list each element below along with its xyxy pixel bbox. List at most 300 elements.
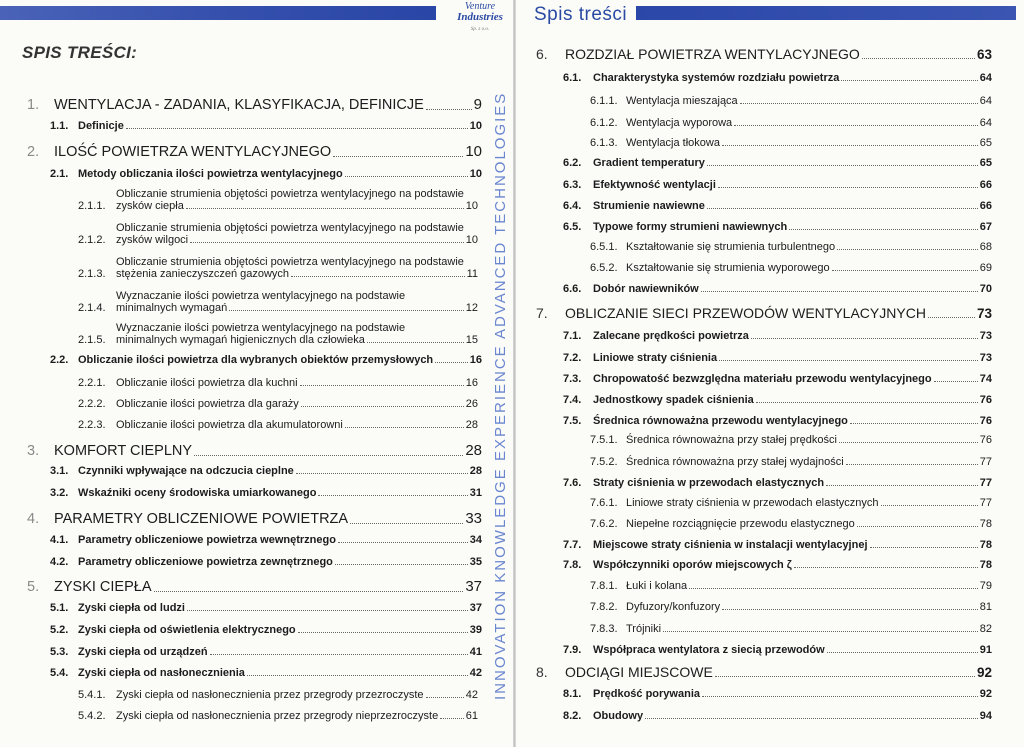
toc-entry-title: Obliczanie ilości powietrza dla akumulatorowni	[116, 419, 343, 431]
toc-entry-number: 2.1.1.	[78, 200, 106, 212]
toc-entry[interactable]	[78, 710, 478, 722]
toc-entry-title: Niepełne rozciągnięcie przewodu elastycznego	[626, 518, 855, 530]
toc-entry-title: Zyski ciepła od nasłonecznienia przez przegrody przezroczyste	[116, 689, 424, 701]
toc-entry-title-continued: zysków wilgoci	[116, 234, 189, 246]
toc-entry-page: 81	[979, 601, 992, 613]
toc-entry-leader	[247, 675, 468, 676]
toc-entry-leader	[663, 631, 978, 632]
toc-entry[interactable]	[27, 96, 482, 113]
toc-entry[interactable]	[536, 305, 992, 321]
toc-entry-number: 5.4.2.	[78, 710, 106, 722]
toc-entry-title: Straty ciśnienia w przewodach elastycznych	[593, 477, 825, 489]
toc-entry-leader	[345, 427, 464, 428]
toc-entry-leader	[722, 145, 978, 146]
toc-entry-leader	[715, 676, 975, 677]
toc-entry-number: 7.3.	[563, 373, 582, 385]
toc-entry-number: 4.2.	[50, 556, 69, 568]
toc-entry-title: Chropowatość bezwzględna materiału przewodu wentylacyjnego	[593, 373, 932, 385]
toc-entry-page: 37	[465, 578, 482, 595]
toc-entry[interactable]	[78, 290, 478, 314]
toc-entry[interactable]	[50, 602, 482, 614]
toc-entry[interactable]	[50, 120, 482, 132]
toc-entry-page: 16	[469, 354, 482, 366]
toc-entry-number: 6.5.	[563, 221, 582, 233]
toc-entry[interactable]	[563, 415, 992, 427]
toc-entry-leader	[701, 291, 978, 292]
toc-entry[interactable]	[78, 256, 478, 280]
logo-line-1: Venture	[464, 1, 496, 12]
toc-entry-title: Zyski ciepła od ludzi	[78, 602, 185, 614]
toc-entry-page: 10	[465, 143, 482, 160]
toc-entry-leader	[435, 362, 468, 363]
toc-entry-title: Typowe formy strumieni nawiewnych	[593, 221, 788, 233]
toc-entry-page: 77	[979, 456, 992, 468]
toc-entry-number: 3.	[27, 443, 40, 459]
toc-entry-page: 64	[979, 95, 992, 107]
toc-entry-page: 15	[465, 334, 478, 346]
toc-entry-page: 41	[469, 646, 482, 658]
toc-entry-page: 78	[979, 539, 992, 551]
toc-entry-title: Współczynniki oporów miejscowych ζ	[593, 559, 792, 571]
toc-entry-leader	[756, 402, 978, 403]
toc-entry-leader	[881, 505, 978, 506]
toc-entry-title: Gradient temperatury	[593, 157, 705, 169]
toc-entry-leader	[722, 609, 978, 610]
toc-entry-number: 1.	[27, 97, 40, 113]
toc-entry-leader	[740, 103, 978, 104]
toc-entry[interactable]	[50, 534, 482, 546]
toc-entry-leader	[298, 632, 468, 633]
toc-entry-title: WENTYLACJA - ZADANIA, KLASYFIKACJA, DEFINICJE	[54, 97, 424, 113]
toc-entry[interactable]	[563, 644, 992, 656]
toc-entry-title: Średnica równoważna przy stałej prędkości	[626, 434, 837, 446]
toc-entry-page: 79	[979, 580, 992, 592]
toc-entry[interactable]	[50, 556, 482, 568]
toc-entry-title: Obliczanie strumienia objętości powietrza wentylacyjnego na podstawie	[116, 256, 464, 268]
toc-entry-number: 7.9.	[563, 644, 582, 656]
toc-entry[interactable]	[50, 646, 482, 658]
toc-entry-title: Liniowe straty ciśnienia	[593, 352, 718, 364]
toc-entry[interactable]	[590, 623, 992, 635]
toc-entry-number: 7.7.	[563, 539, 582, 551]
toc-entry-page: 78	[979, 559, 992, 571]
toc-entry[interactable]	[78, 377, 478, 389]
toc-entry-title: Zyski ciepła od nasłonecznienia	[78, 667, 245, 679]
toc-entry-page: 28	[469, 465, 482, 477]
toc-entry-title: Obliczanie strumienia objętości powietrza wentylacyjnego na podstawie	[116, 188, 464, 200]
toc-entry-number: 2.2.3.	[78, 419, 106, 431]
toc-entry-title: ODCIĄGI MIEJSCOWE	[565, 664, 713, 680]
toc-entry-leader	[719, 360, 978, 361]
toc-entry-title: Parametry obliczeniowe powietrza zewnętrznego	[78, 556, 333, 568]
toc-entry-number: 7.8.1.	[590, 580, 618, 592]
toc-entry-leader	[827, 652, 978, 653]
toc-entry-leader	[194, 455, 463, 456]
toc-entry-number: 3.2.	[50, 487, 69, 499]
toc-entry-number: 6.2.	[563, 157, 582, 169]
toc-entry-page: 82	[979, 623, 992, 635]
toc-entry[interactable]	[536, 664, 992, 680]
toc-entry-leader	[839, 442, 978, 443]
toc-entry-title: Zyski ciepła od nasłonecznienia przez przegrody nieprzezroczyste	[116, 710, 439, 722]
toc-entry[interactable]	[590, 456, 992, 468]
toc-entry-number: 4.	[27, 511, 40, 527]
toc-entry[interactable]	[50, 667, 482, 679]
toc-entry-number: 6.1.	[563, 72, 582, 84]
toc-entry-number: 5.1.	[50, 602, 69, 614]
toc-entry[interactable]	[590, 262, 992, 274]
toc-entry-page: 33	[465, 510, 482, 527]
toc-entry-leader	[645, 718, 978, 719]
toc-entry[interactable]	[563, 352, 992, 364]
toc-entry-page: 76	[979, 415, 992, 427]
toc-entry-title: Kształtowanie się strumienia wyporowego	[626, 262, 830, 274]
toc-entry-page: 26	[465, 398, 478, 410]
toc-entry-page: 35	[469, 556, 482, 568]
toc-entry-title: Parametry obliczeniowe powietrza wewnętrznego	[78, 534, 336, 546]
toc-entry[interactable]	[536, 46, 992, 62]
toc-entry-title: Trójniki	[626, 623, 662, 635]
toc-entry[interactable]	[78, 689, 478, 701]
toc-entry-leader	[333, 156, 463, 157]
toc-entry-page: 10	[465, 200, 478, 212]
toc-entry-page: 42	[465, 689, 478, 701]
toc-entry-page: 94	[979, 710, 992, 722]
toc-entry-page: 10	[469, 168, 482, 180]
toc-entry[interactable]	[563, 283, 992, 295]
toc-entry-title: Obliczanie ilości powietrza dla kuchni	[116, 377, 298, 389]
toc-entry[interactable]	[50, 624, 482, 636]
toc-entry-title: Zyski ciepła od oświetlenia elektrycznego	[78, 624, 296, 636]
toc-entry-leader	[862, 58, 975, 59]
toc-entry-leader	[702, 696, 978, 697]
toc-entry[interactable]	[27, 143, 482, 160]
toc-entry-page: 67	[979, 221, 992, 233]
toc-entry-title: Łuki i kolana	[626, 580, 688, 592]
toc-entry-number: 5.4.	[50, 667, 69, 679]
toc-entry[interactable]	[50, 465, 482, 477]
toc-entry-leader	[841, 80, 977, 81]
toc-entry-page: 64	[979, 72, 992, 84]
toc-entry-leader	[832, 270, 978, 271]
toc-entry-page: 92	[979, 688, 992, 700]
toc-entry-page: 16	[465, 377, 478, 389]
toc-entry-number: 7.5.2.	[590, 456, 618, 468]
toc-entry-number: 2.1.4.	[78, 302, 106, 314]
toc-entry-title: Współpraca wentylatora z siecią przewodów	[593, 644, 825, 656]
toc-entry-title: Średnica równoważna przy stałej wydajności	[626, 456, 844, 468]
toc-entry-title: Wentylacja wyporowa	[626, 117, 733, 129]
toc-entry-number: 5.4.1.	[78, 689, 106, 701]
toc-entry-title: Zalecane prędkości powietrza	[593, 330, 749, 342]
toc-entry-leader	[126, 128, 468, 129]
toc-entry-number: 6.6.	[563, 283, 582, 295]
toc-entry-leader	[338, 542, 468, 543]
toc-entry-leader	[300, 385, 464, 386]
toc-entry-leader	[837, 249, 978, 250]
toc-entry[interactable]	[78, 188, 478, 212]
toc-entry-page: 11	[466, 268, 478, 280]
toc-entry-number: 2.1.3.	[78, 268, 106, 280]
toc-entry-number: 2.2.	[50, 354, 69, 366]
logo-line-3: Sp. z o.o.	[470, 27, 490, 32]
toc-entry-title: PARAMETRY OBLICZENIOWE POWIETRZA	[54, 511, 349, 527]
toc-entry-title: ILOŚĆ POWIETRZA WENTYLACYJNEGO	[54, 144, 332, 160]
toc-entry-title: Zyski ciepła od urządzeń	[78, 646, 208, 658]
toc-entry-leader	[350, 523, 463, 524]
toc-entry[interactable]	[590, 241, 992, 253]
toc-entry-leader	[928, 317, 975, 318]
toc-entry[interactable]	[590, 601, 992, 613]
toc-entry-number: 6.1.2.	[590, 117, 618, 129]
toc-entry-leader	[789, 229, 978, 230]
toc-entry-number: 4.1.	[50, 534, 69, 546]
toc-entry-title-continued: minimalnych wymagań higienicznych dla człowieka	[116, 334, 365, 346]
toc-entry-leader	[190, 242, 464, 243]
toc-entry-number: 2.2.2.	[78, 398, 106, 410]
toc-entry-page: 63	[976, 47, 992, 62]
toc-entry-number: 2.2.1.	[78, 377, 106, 389]
toc-entry-number: 7.6.1.	[590, 497, 618, 509]
toc-entry-number: 7.8.2.	[590, 601, 618, 613]
toc-entry-page: 65	[979, 137, 992, 149]
toc-entry-title: Charakterystyka systemów rozdziału powietrza	[593, 72, 840, 84]
logo-line-2: Industries	[457, 11, 503, 23]
toc-entry[interactable]	[563, 157, 992, 169]
toc-entry-page: 31	[469, 487, 482, 499]
toc-entry[interactable]	[27, 510, 482, 527]
toc-entry-leader	[718, 187, 978, 188]
toc-entry-leader	[367, 342, 464, 343]
toc-entry-title: Dyfuzory/konfuzory	[626, 601, 721, 613]
toc-entry-title: OBLICZANIE SIECI PRZEWODÓW WENTYLACYJNYCH	[565, 305, 926, 321]
toc-entry-page: 77	[979, 497, 992, 509]
toc-entry-page: 39	[469, 624, 482, 636]
toc-entry-leader	[426, 109, 472, 110]
toc-entry-number: 6.4.	[563, 200, 582, 212]
toc-entry-leader	[296, 473, 468, 474]
toc-entry-number: 7.4.	[563, 394, 582, 406]
toc-entry[interactable]	[590, 137, 992, 149]
toc-entry-title: Kształtowanie się strumienia turbulentnego	[626, 241, 836, 253]
toc-entry-page: 37	[469, 602, 482, 614]
toc-entry-title: Miejscowe straty ciśnienia w instalacji wentylacyjnej	[593, 539, 868, 551]
toc-entry-title: Metody obliczania ilości powietrza wentylacyjnego	[78, 168, 343, 180]
toc-entry-page: 74	[979, 373, 992, 385]
toc-entry-page: 28	[465, 419, 478, 431]
toc-entry-number: 7.	[536, 305, 548, 321]
toc-entry-page: 10	[469, 120, 482, 132]
toc-entry[interactable]	[78, 322, 478, 346]
toc-entry-title: KOMFORT CIEPLNY	[54, 443, 193, 459]
toc-entry-title: Prędkość porywania	[593, 688, 700, 700]
toc-entry[interactable]	[590, 518, 992, 530]
toc-entry[interactable]	[563, 72, 992, 84]
toc-entry-title-continued: zysków ciepła	[116, 200, 184, 212]
toc-entry[interactable]	[50, 487, 482, 499]
toc-entry-page: 76	[979, 394, 992, 406]
toc-entry-title: Obudowy	[593, 710, 644, 722]
toc-entry-leader	[440, 718, 464, 719]
toc-entry-page: 70	[979, 283, 992, 295]
toc-entry-leader	[229, 310, 463, 311]
page-heading: SPIS TREŚCI:	[22, 43, 138, 62]
toc-entry[interactable]	[563, 330, 992, 342]
toc-entry-number: 7.8.3.	[590, 623, 618, 635]
toc-entry-number: 2.1.2.	[78, 234, 106, 246]
toc-entry-leader	[826, 485, 978, 486]
toc-entry-number: 7.1.	[563, 330, 582, 342]
header-title: Spis treści	[534, 4, 628, 25]
toc-entry-title: Jednostkowy spadek ciśnienia	[593, 394, 754, 406]
toc-entry-title: Czynniki wpływające na odczucia cieplne	[78, 465, 294, 477]
vertical-slogan: INNOVATION KNOWLEDGE EXPERIENCE ADVANCED TECHNOLOGIES	[492, 91, 509, 700]
toc-entry-number: 7.6.	[563, 477, 582, 489]
toc-entry[interactable]	[50, 354, 482, 366]
toc-entry-page: 78	[979, 518, 992, 530]
toc-entry-title: Średnica równoważna przewodu wentylacyjnego	[593, 415, 848, 427]
toc-entry[interactable]	[78, 419, 478, 431]
toc-entry[interactable]	[563, 394, 992, 406]
toc-entry-leader	[857, 526, 978, 527]
toc-entry-number: 6.5.2.	[590, 262, 618, 274]
toc-entry-leader	[426, 697, 464, 698]
toc-entry-page: 9	[473, 96, 482, 113]
toc-entry-leader	[186, 208, 464, 209]
toc-entry-page: 10	[465, 234, 478, 246]
toc-entry-leader	[689, 588, 978, 589]
toc-entry-leader	[301, 406, 464, 407]
toc-entry[interactable]	[563, 539, 992, 551]
toc-entry-title: Dobór nawiewników	[593, 283, 699, 295]
toc-entry[interactable]	[590, 580, 992, 592]
toc-entry-number: 2.1.	[50, 168, 69, 180]
toc-entry-number: 7.8.	[563, 559, 582, 571]
toc-entry-leader	[707, 208, 978, 209]
toc-entry-number: 8.2.	[563, 710, 582, 722]
toc-entry-number: 3.1.	[50, 465, 69, 477]
toc-entry-page: 68	[979, 241, 992, 253]
toc-entry-title: Strumienie nawiewne	[593, 200, 705, 212]
toc-entry-page: 73	[979, 352, 992, 364]
toc-entry-page: 77	[979, 477, 992, 489]
toc-entry-page: 69	[979, 262, 992, 274]
toc-entry[interactable]	[563, 179, 992, 191]
toc-entry[interactable]	[563, 477, 992, 489]
toc-entry[interactable]	[563, 710, 992, 722]
toc-entry-page: 66	[979, 200, 992, 212]
toc-entry-title: ROZDZIAŁ POWIETRZA WENTYLACYJNEGO	[565, 46, 860, 62]
toc-entry-number: 8.	[536, 664, 548, 680]
toc-entry[interactable]	[563, 221, 992, 233]
toc-entry-page: 73	[979, 330, 992, 342]
toc-entry-number: 5.2.	[50, 624, 69, 636]
toc-entry-number: 7.2.	[563, 352, 582, 364]
toc-entry-leader	[934, 381, 978, 382]
toc-entry[interactable]	[590, 95, 992, 107]
toc-entry-title: Obliczanie ilości powietrza dla wybranych obiektów przemysłowych	[78, 354, 434, 366]
toc-entry-leader	[794, 567, 978, 568]
toc-entry-leader	[751, 338, 978, 339]
toc-entry-leader	[335, 564, 468, 565]
toc-entry-number: 7.6.2.	[590, 518, 618, 530]
toc-entry-leader	[187, 610, 468, 611]
toc-entry-number: 6.3.	[563, 179, 582, 191]
toc-entry-title-continued: stężenia zanieczyszczeń gazowych	[116, 268, 290, 280]
toc-entry-title: ZYSKI CIEPŁA	[54, 579, 152, 595]
toc-entry[interactable]	[78, 398, 478, 410]
toc-entry-number: 5.	[27, 579, 40, 595]
toc-entry-number: 5.3.	[50, 646, 69, 658]
toc-entry-title: Obliczanie strumienia objętości powietrza wentylacyjnego na podstawie	[116, 222, 464, 234]
toc-entry-number: 7.5.1.	[590, 434, 618, 446]
toc-entry-leader	[210, 654, 468, 655]
toc-entry-page: 65	[979, 157, 992, 169]
toc-entry[interactable]	[590, 497, 992, 509]
toc-entry-page: 66	[979, 179, 992, 191]
toc-entry-number: 6.1.3.	[590, 137, 618, 149]
toc-entry-leader	[734, 125, 978, 126]
toc-entry[interactable]	[563, 373, 992, 385]
toc-entry-page: 28	[465, 442, 482, 459]
toc-entry[interactable]	[27, 578, 482, 595]
toc-entry-number: 6.5.1.	[590, 241, 618, 253]
toc-entry-title: Wentylacja tłokowa	[626, 137, 720, 149]
toc-entry-number: 7.5.	[563, 415, 582, 427]
toc-entry-page: 76	[979, 434, 992, 446]
toc-entry[interactable]	[563, 688, 992, 700]
toc-entry-leader	[154, 591, 464, 592]
toc-entry-leader	[846, 464, 978, 465]
toc-entry-title: Definicje	[78, 120, 124, 132]
toc-entry-page: 12	[465, 302, 478, 314]
toc-entry-number: 2.	[27, 144, 40, 160]
toc-entry-leader	[291, 276, 465, 277]
toc-entry-page: 73	[976, 306, 992, 321]
toc-entry-number: 6.	[536, 46, 548, 62]
toc-entry-page: 61	[465, 710, 478, 722]
toc-entry-page: 91	[979, 644, 992, 656]
toc-entry-title: Liniowe straty ciśnienia w przewodach elastycznych	[626, 497, 879, 509]
toc-entry-number: 2.1.5.	[78, 334, 106, 346]
toc-entry[interactable]	[590, 117, 992, 129]
toc-entry[interactable]	[590, 434, 992, 446]
toc-entry-page: 34	[469, 534, 482, 546]
toc-entry-number: 6.1.1.	[590, 95, 618, 107]
toc-entry[interactable]	[50, 168, 482, 180]
toc-entry-title: Wyznaczanie ilości powietrza wentylacyjnego na podstawie	[116, 290, 406, 302]
toc-entry-number: 8.1.	[563, 688, 582, 700]
toc-entry-title: Obliczanie ilości powietrza dla garaży	[116, 398, 299, 410]
toc-entry-leader	[850, 423, 978, 424]
toc-entry[interactable]	[27, 442, 482, 459]
toc-entry[interactable]	[563, 200, 992, 212]
toc-entry[interactable]	[563, 559, 992, 571]
toc-entry-page: 42	[469, 667, 482, 679]
toc-entry[interactable]	[78, 222, 478, 246]
toc-entry-title: Wyznaczanie ilości powietrza wentylacyjnego na podstawie	[116, 322, 406, 334]
toc-entry-number: 1.1.	[50, 120, 69, 132]
toc-entry-leader	[707, 165, 978, 166]
toc-entry-title: Efektywność wentylacji	[593, 179, 716, 191]
toc-entry-title: Wentylacja mieszająca	[626, 95, 738, 107]
toc-entry-title: Wskaźniki oceny środowiska umiarkowanego	[78, 487, 317, 499]
toc-entry-title-continued: minimalnych wymagań	[116, 302, 228, 314]
toc-entry-leader	[870, 547, 978, 548]
toc-entry-page: 64	[979, 117, 992, 129]
toc-entry-page: 92	[976, 665, 992, 680]
toc-entry-leader	[345, 176, 468, 177]
